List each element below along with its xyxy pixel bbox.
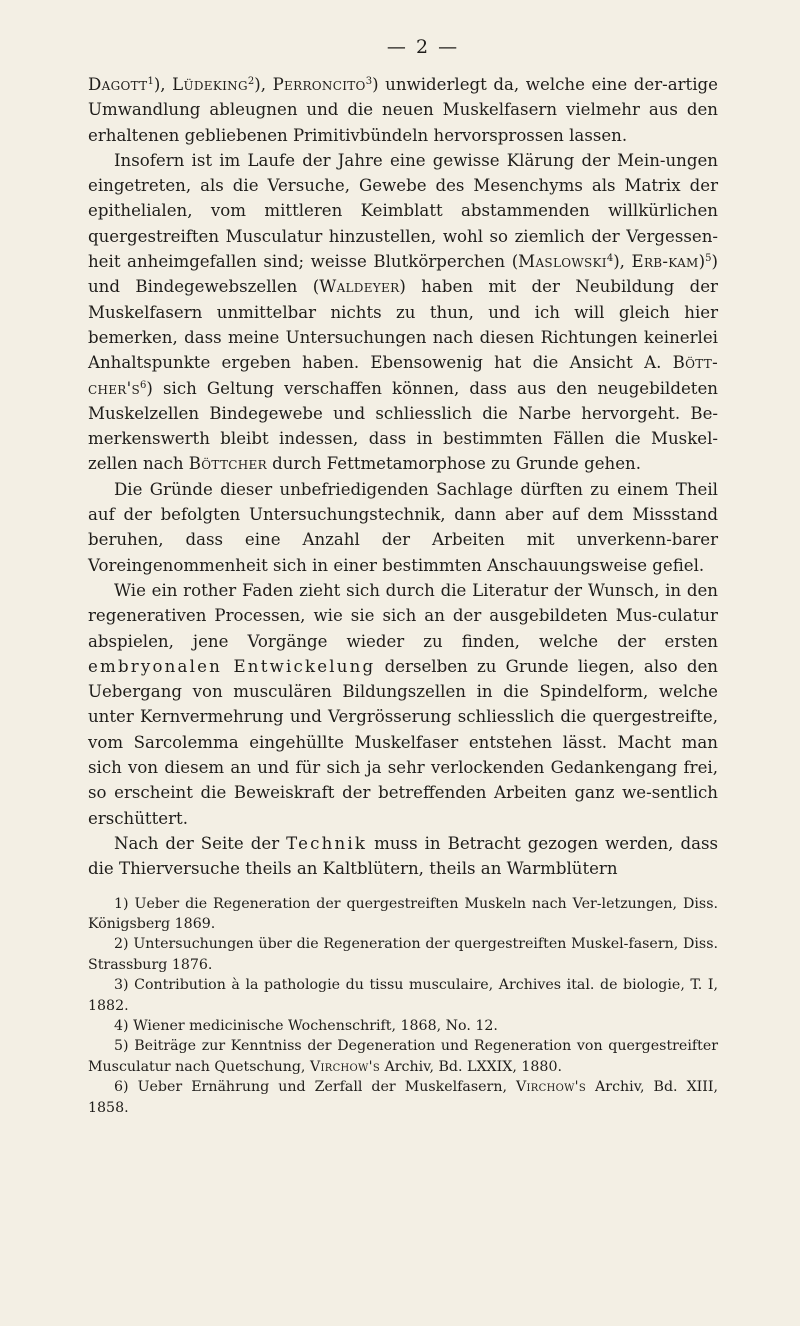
text-run: muss in Betracht gezogen werden, dass die Thierversuche theils an Kaltblütern, theils an Warmblütern [88,833,718,879]
footnote-ref: 2 [247,76,255,87]
emphasis-text: Technik [286,833,368,853]
footnote-ref: 5 [705,253,712,265]
text-run: Die Gründe dieser unbefriedigenden Sachlage dürften zu einem Theil auf der befolgten Untersuchungstechnik, dann aber auf dem Missstand beruhen, dass eine Anzahl der Arbeiten mit unverkenn-barer Voreingenommenheit sich in einer bestimmten Anschauungsweise gefiel. [88,479,718,575]
text-run: ) unwiderlegt da, welche eine der-artige Umwandlung ableugnen und die neuen Muskelfasern vielmehr aus den erhaltenen gebliebenen Primitivbündeln hervorsprossen lassen. [88,75,718,145]
footnote [88,1036,718,1077]
author-name: Böttcher [188,454,267,474]
text-run: derselben zu Grunde liegen, also den Uebergang von musculären Bildungszellen in die Spindelform, welche unter Kernvermehrung und Vergrösserung schliesslich die quergestreifte, vom Sarcolemma eingehüllte Muskelfaser entstehen lässt. Macht man sich von diesem an und für sich ja sehr verlockenden Gedankengang frei, so erscheint die Beweiskraft der betreffenden Arbeiten ganz we-sentlich erschüttert. [88,656,718,828]
text-run: 4) Wiener medicinische Wochenschrift, 1868, No. 12. [114,1017,498,1034]
author-name: Virchow's [309,1058,380,1075]
text-run: ), [153,75,173,94]
text-run: ) und Bindegewebszellen ( [88,252,718,297]
footnote [88,934,718,975]
author-name: Bött-cher's [88,353,718,398]
author-name: Erb-kam [631,252,699,272]
text-run: Insofern ist im Laufe der Jahre eine gewisse Klärung der Mein-ungen eingetreten, als die Versuche, Gewebe des Mesenchyms als Matrix der epithelialen, vom mittleren Keimblatt abstammenden willkürlichen quergestreiften Musculatur hinzustellen, wohl so ziemlich der Vergessen-heit anheimgefallen sind; weisse Blutkörperchen ( [88,150,718,272]
footnote-ref: 1 [147,76,154,87]
text-run: ), [254,75,273,94]
author-name: Dagott [88,75,148,94]
footnote [88,1016,718,1036]
footnote [88,894,718,935]
paragraph [88,72,718,148]
paragraph [88,578,718,831]
text-run: 3) Contribution à la pathologie du tissu musculaire, Archives ital. de biologie, T. I, 1882. [88,977,718,1014]
footnote [88,975,718,1016]
paragraph [88,831,718,882]
paragraph [88,477,718,578]
text-run: ), [613,252,632,272]
text-run: durch Fettmetamorphose zu Grunde gehen. [266,454,642,474]
author-name: Virchow's [516,1079,587,1096]
text-run: ) haben mit der Neubildung der Muskelfasern unmittelbar nichts zu thun, und ich will gleich hier bemerken, dass meine Untersuchungen nach diesen Richtungen keinerlei Anhaltspunkte ergeben haben. Ebensowenig hat die Ansicht A. [88,277,718,373]
text-run: Archiv, Bd. XIII, 1858. [88,1079,718,1116]
author-name: Perroncito [272,75,366,94]
author-name: Lüdeking [172,75,248,94]
text-run: 2) Untersuchungen über die Regeneration der quergestreiften Muskel-fasern, Diss. Strassburg 1876. [88,936,718,973]
footnote [88,1077,718,1118]
text-run: Wie ein rother Faden zieht sich durch die Literatur der Wunsch, in den regenerativen Processen, wie sie sich an der ausgebildeten Mus-culatur abspielen, jene Vorgänge wieder zu finden, welche der ersten [88,580,718,651]
text-run: ) [698,252,706,272]
footnote-ref: 3 [365,76,373,87]
emphasis-text: embryonalen Entwickelung [88,656,376,676]
text-run: 1) Ueber die Regeneration der quergestreiften Muskeln nach Ver-letzungen, Diss. Königsberg 1869. [88,895,718,932]
footnote-ref: 4 [606,253,614,265]
text-run: Nach der Seite der [114,833,287,853]
paragraph [88,148,718,477]
text-run: 6) Ueber Ernährung und Zerfall der Muskelfasern, [114,1079,516,1096]
text-run: 5) Beiträge zur Kenntniss der Degeneration und Regeneration von quergestreifter Musculatur nach Quetschung, [88,1038,718,1075]
author-name: Maslowski [518,252,607,272]
author-name: Waldeyer [319,277,400,297]
page-number: — 2 — [386,36,460,58]
body-text [88,72,718,882]
text-run: Archiv, Bd. LXXIX, 1880. [379,1058,562,1075]
footnote-ref: 6 [140,379,147,391]
text-run: ) sich Geltung verschaffen können, dass aus den neugebildeten Muskelzellen Bindegewebe und schliesslich die Narbe hervorgeht. Be-merkenswerth bleibt indessen, dass in bestimmten Fällen die Muskel-zellen nach [88,378,718,474]
footnotes [88,894,718,1118]
